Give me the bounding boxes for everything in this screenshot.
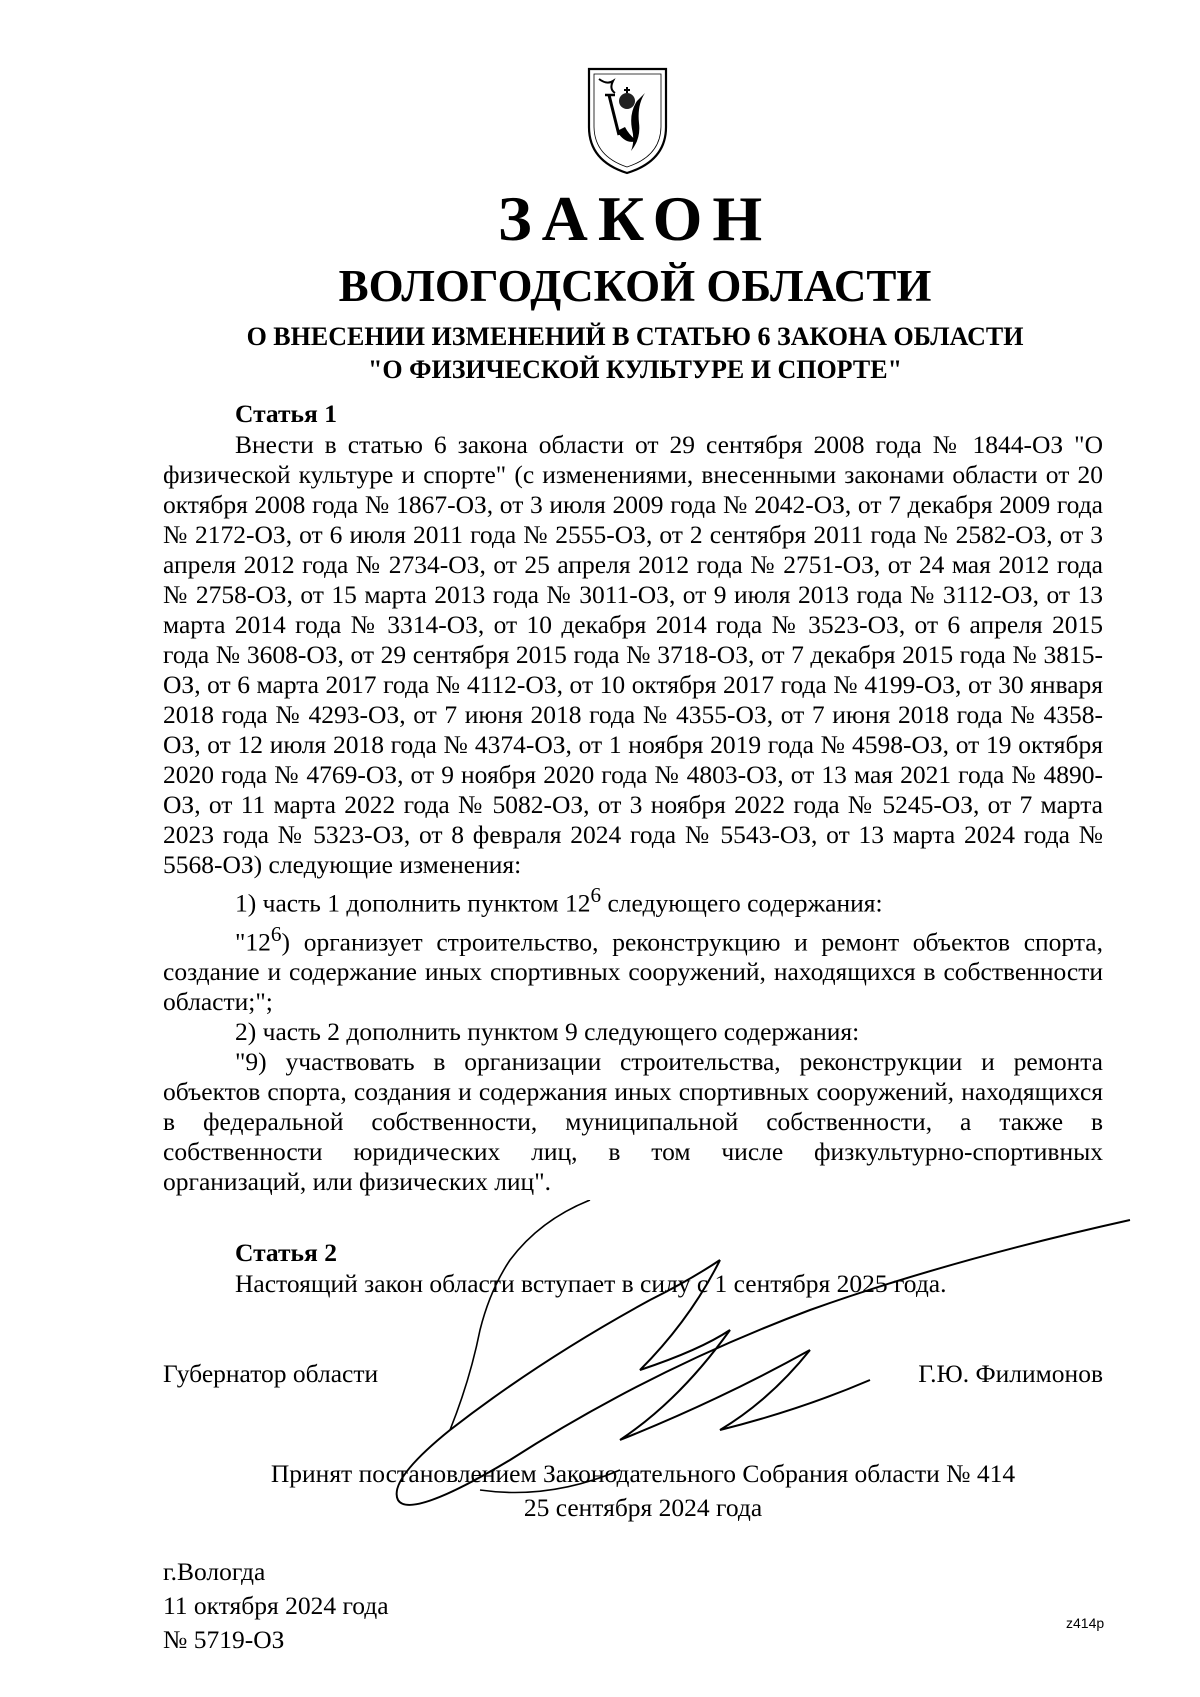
subtitle-line-2: "О ФИЗИЧЕСКОЙ КУЛЬТУРЕ И СПОРТЕ" [367, 355, 902, 384]
subtitle-line-1: О ВНЕСЕНИИ ИЗМЕНЕНИЙ В СТАТЬЮ 6 ЗАКОНА ОБЛАСТИ [246, 322, 1024, 351]
article-2 [163, 1237, 1103, 1299]
article-1-intro: Внести в статью 6 закона области от 29 сентября 2008 года № 1844-ОЗ "О физической культуре и спорте" (с изменениями, внесенными законами области от 20 октября 2008 года № 1867-ОЗ, от 3 июля 2009 года № 2042-ОЗ, от 7 декабря 2009 года № 2172-ОЗ, от 6 июля 2011 года № 2555-ОЗ, от 2 сентября 2011 года № 2582-ОЗ, от 3 апреля 2012 года № 2734-ОЗ, от 25 апреля 2012 года № 2751-ОЗ, от 24 мая 2012 года № 2758-ОЗ, от 15 марта 2013 года № 3011-ОЗ, от 9 июля 2013 года № 3112-ОЗ, от 13 марта 2014 года № 3314-ОЗ, от 10 декабря 2014 года № 3523-ОЗ, от 6 апреля 2015 года № 3608-ОЗ, от 29 сентября 2015 года № 3718-ОЗ, от 7 декабря 2015 года № 3815-ОЗ, от 6 марта 2017 года № 4112-ОЗ, от 10 октября 2017 года № 4199-ОЗ, от 30 января 2018 года № 4293-ОЗ, от 7 июня 2018 года № 4355-ОЗ, от 7 июня 2018 года № 4358-ОЗ, от 12 июля 2018 года № 4374-ОЗ, от 1 ноября 2019 года № 4598-ОЗ, от 19 октября 2020 года № 4769-ОЗ, от 9 ноября 2020 года № 4803-ОЗ, от 13 мая 2021 года № 4890-ОЗ, от 11 марта 2022 года № 5082-ОЗ, от 3 ноября 2022 года № 5245-ОЗ, от 7 марта 2023 года № 5323-ОЗ, от 8 февраля 2024 года № 5543-ОЗ, от 13 марта 2024 года № 5568-ОЗ) следующие изменения: [163, 430, 1103, 879]
article-1 [163, 398, 1103, 1197]
city: г.Вологда [163, 1557, 266, 1586]
law-number: № 5719-ОЗ [163, 1625, 285, 1654]
item-1-superscript: 6 [590, 883, 602, 907]
document-subtitle [0, 320, 1200, 386]
article-1-quote-1 [163, 919, 1103, 1018]
signing-date: 11 октября 2024 года [163, 1591, 389, 1620]
article-1-heading: Статья 1 [235, 399, 337, 428]
document-code: z414p [1066, 1615, 1105, 1631]
signatory-position: Губернатор области [163, 1359, 379, 1388]
article-2-text: Настоящий закон области вступает в силу с 1 сентября 2025 года. [235, 1269, 947, 1298]
signatory-name: Г.Ю. Филимонов [918, 1359, 1103, 1388]
quote-1-superscript: 6 [270, 921, 282, 946]
quote-1-text: ) организует строительство, реконструкцию и ремонт объектов спорта, создание и содержание иных спортивных сооружений, находящихся в собственности области;"; [163, 927, 1103, 1016]
item-1-text: 1) часть 1 дополнить пунктом 12 [235, 888, 591, 918]
article-1-item-2: 2) часть 2 дополнить пунктом 9 следующего содержания: [235, 1017, 860, 1046]
adoption-line-2: 25 сентября 2024 года [523, 1493, 763, 1522]
place-and-date [163, 1555, 389, 1657]
article-1-quote-2: "9) участвовать в организации строительства, реконструкции и ремонта объектов спорта, создания и содержания иных спортивных сооружений, находящихся в федеральной собственности, муниципальной собственности, а также в собственности юридических лиц, в том числе физкультурно-спортивных организаций, или физических лиц". [163, 1047, 1103, 1196]
adoption-note [218, 1457, 1068, 1525]
article-2-heading: Статья 2 [235, 1238, 337, 1267]
item-1-text-end: следующего содержания: [601, 888, 883, 918]
adoption-line-1: Принят постановлением Законодательного Собрания области № 414 [270, 1459, 1016, 1488]
region-name: ВОЛОГОДСКОЙ ОБЛАСТИ [338, 261, 932, 311]
coat-of-arms-icon [585, 65, 670, 177]
document-title: ЗАКОН [497, 183, 773, 254]
quote-1-start: "12 [235, 927, 271, 956]
article-1-item-1 [163, 880, 1103, 919]
